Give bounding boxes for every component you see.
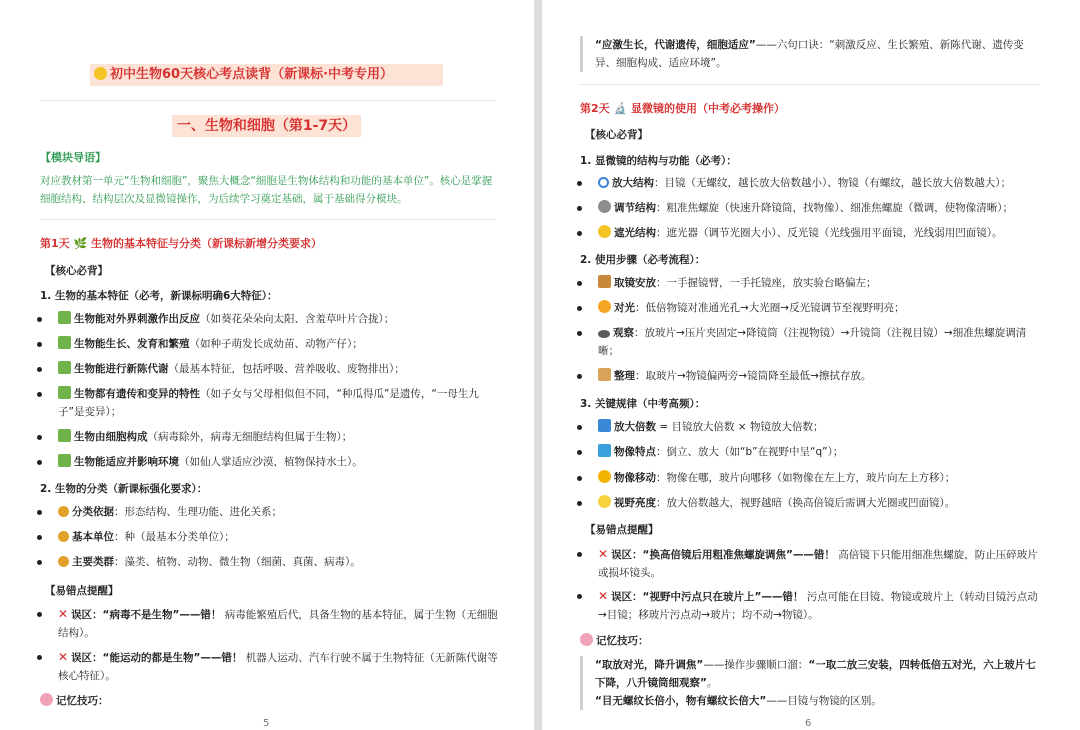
memory-quote: “取放对光，降升调焦”——操作步骤顺口溜：“一取二放三安装，四转低倍五对光，六上玻片七下降，八升镜筒细观察”。 “目无螺纹长倍小，物有螺纹长倍大”——目镜与物镜的区别。 xyxy=(580,656,1042,710)
brain-icon xyxy=(580,633,593,646)
list-item: 视野亮度：放大倍数越大，视野越暗（换高倍镜后需调大光圈或凹面镜）。 xyxy=(598,494,1043,512)
numbers-icon xyxy=(598,419,611,432)
module-guide-label: 【模块导语】 xyxy=(40,151,106,164)
brain-icon xyxy=(40,693,53,706)
magnifier-icon xyxy=(598,177,609,188)
seedling-icon xyxy=(58,336,71,349)
list-item: 生物能生长、发育和繁殖（如种子萌发长成幼苗、动物产仔）； xyxy=(58,335,498,353)
list-item: ✕ 误区：“视野中污点只在玻片上”——错！ 污点可能在目镜、物镜或玻片上（转动目镜污点动→目镜；移玻片污点动→玻片；均不动→物镜）。 xyxy=(598,587,1043,624)
list-item: 物像特点：倒立、放大（如“b”在视野中呈“q”）； xyxy=(598,443,1043,461)
list-item: 生物能适应并影响环境（如仙人掌适应沙漠，植物保持水土）。 xyxy=(58,453,498,471)
box-icon xyxy=(598,275,611,288)
list-item: 整理：取玻片→物镜偏两旁→镜筒降至最低→擦拭存放。 xyxy=(598,367,1043,385)
key-icon xyxy=(58,506,69,517)
list-item: 取镜安放：一手握镜臂，一手托镜座，放实验台略偏左； xyxy=(598,274,1043,292)
cross-mark-icon: ✕ xyxy=(58,607,69,621)
list-item: 生物都有遗传和变异的特性（如子女与父母相似但不同，“种瓜得瓜”是遗传，“一母生九子”是变异）； xyxy=(58,385,498,421)
document-title xyxy=(90,64,443,86)
divider xyxy=(580,84,1040,85)
cross-mark-icon: ✕ xyxy=(598,589,609,603)
eye-icon xyxy=(598,330,610,338)
memory-quote: “应激生长，代谢遗传，细胞适应”——六句口诀：“刺激反应、生长繁殖、新陈代谢、遗传变异、细胞构成、适应环境”。 xyxy=(580,36,1042,72)
cross-mark-icon: ✕ xyxy=(58,650,69,664)
list-item: 放大倍数 = 目镜放大倍数 × 物镜放大倍数； xyxy=(598,418,1043,436)
gear-icon xyxy=(598,200,611,213)
classification-heading: 2. 生物的分类（新课标强化要求）： xyxy=(40,483,208,495)
module-guide-text: 对应教材第一单元“生物和细胞”，聚焦大概念“细胞是生物体结构和功能的基本单位”。核心是掌握细胞结构、结构层次及显微镜操作，为后续学习奠定基础，属于基础得分模块。 xyxy=(40,175,493,205)
core-label: 【核心必背】 xyxy=(45,265,108,277)
mistake-label: 【易错点提醒】 xyxy=(585,524,659,536)
seedling-icon xyxy=(58,311,71,324)
memory-tip-label: 记忆技巧： xyxy=(580,633,649,648)
list-item: 物像移动：物像在哪，玻片向哪移（如物像在左上方，玻片向左上方移）； xyxy=(598,469,1043,487)
list-item: 放大结构：目镜（无螺纹，越长放大倍数越小）、物镜（有螺纹，越长放大倍数越大）； xyxy=(598,174,1043,192)
divider xyxy=(40,100,496,101)
features-heading: 1. 生物的基本特征（必考，新课标明确6大特征）： xyxy=(40,290,278,302)
steps-heading: 2. 使用步骤（必考流程）： xyxy=(580,254,706,266)
document-page-right xyxy=(542,0,1080,730)
key-icon xyxy=(58,556,69,567)
memory-tip-label: 记忆技巧： xyxy=(40,693,109,708)
list-item: 生物由细胞构成（病毒除外，病毒无细胞结构但属于生物）； xyxy=(58,428,498,446)
swap-arrows-icon xyxy=(598,444,611,457)
list-item: 生物能进行新陈代谢（最基本特征，包括呼吸、营养吸收、废物排出）； xyxy=(58,360,498,378)
list-item: 遮光结构：遮光器（调节光圈大小）、反光镜（光线强用平面镜，光线弱用凹面镜）。 xyxy=(598,224,1043,242)
seedling-icon xyxy=(58,429,71,442)
list-item: ✕ 误区：“换高倍镜后用粗准焦螺旋调焦”——错！ 高倍镜下只能用细准焦螺旋，防止压碎玻片或损坏镜头。 xyxy=(598,545,1043,582)
list-item: 分类依据：形态结构、生理功能、进化关系； xyxy=(58,503,498,521)
compass-icon xyxy=(598,470,611,483)
sun-icon xyxy=(598,225,611,238)
page-number: 5 xyxy=(263,718,270,729)
list-item: 调节结构：粗准焦螺旋（快速升降镜筒，找物像）、细准焦螺旋（微调，使物像清晰）； xyxy=(598,199,1043,217)
list-item: ✕ 误区：“病毒不是生物”——错！ 病毒能繁殖后代，具备生物的基本特征，属于生物（无细胞结构）。 xyxy=(58,605,498,642)
rules-heading: 3. 关键规律（中考高频）： xyxy=(580,398,706,410)
seedling-icon xyxy=(58,361,71,374)
document-title-text: 初中生物60天核心考点读背（新课标·中考专用） xyxy=(110,67,394,82)
key-icon xyxy=(58,531,69,542)
core-label: 【核心必背】 xyxy=(585,129,648,141)
mistake-label: 【易错点提醒】 xyxy=(45,585,119,597)
seedling-icon xyxy=(58,386,71,399)
list-item: 生物能对外界刺激作出反应（如葵花朵朵向太阳、含羞草叶片合拢）； xyxy=(58,310,498,328)
list-item: ✕ 误区：“能运动的都是生物”——错！ 机器人运动、汽车行驶不属于生物特征（无新陈代谢等核心特征）。 xyxy=(58,648,498,685)
page-number: 6 xyxy=(805,718,812,729)
list-item: 观察：放玻片→压片夹固定→降镜筒（注视物镜）→升镜筒（注视目镜）→细准焦螺旋调清晰； xyxy=(598,324,1043,360)
broom-icon xyxy=(598,368,611,381)
structure-heading: 1. 显微镜的结构与功能（必考）： xyxy=(580,155,737,167)
list-item: 主要类群：藻类、植物、动物、微生物（细菌、真菌、病毒）。 xyxy=(58,553,498,571)
list-item: 对光：低倍物镜对准通光孔→大光圈→反光镜调节至视野明亮； xyxy=(598,299,1043,317)
day2-title: 第2天 🔬 显微镜的使用（中考必考操作） xyxy=(580,102,786,115)
day1-title: 第1天 🌿 生物的基本特征与分类（新课标新增分类要求） xyxy=(40,237,323,250)
seedling-icon xyxy=(58,454,71,467)
page-gap xyxy=(534,0,542,730)
list-item: 基本单位：种（最基本分类单位）； xyxy=(58,528,498,546)
sunlight-icon xyxy=(598,300,611,313)
cross-mark-icon: ✕ xyxy=(598,547,609,561)
divider xyxy=(40,219,496,220)
section-title: 一、生物和细胞（第1-7天） xyxy=(172,115,361,137)
document-page-left xyxy=(0,0,534,730)
lightbulb-icon xyxy=(598,495,611,508)
sparkle-sun-icon xyxy=(94,67,107,80)
